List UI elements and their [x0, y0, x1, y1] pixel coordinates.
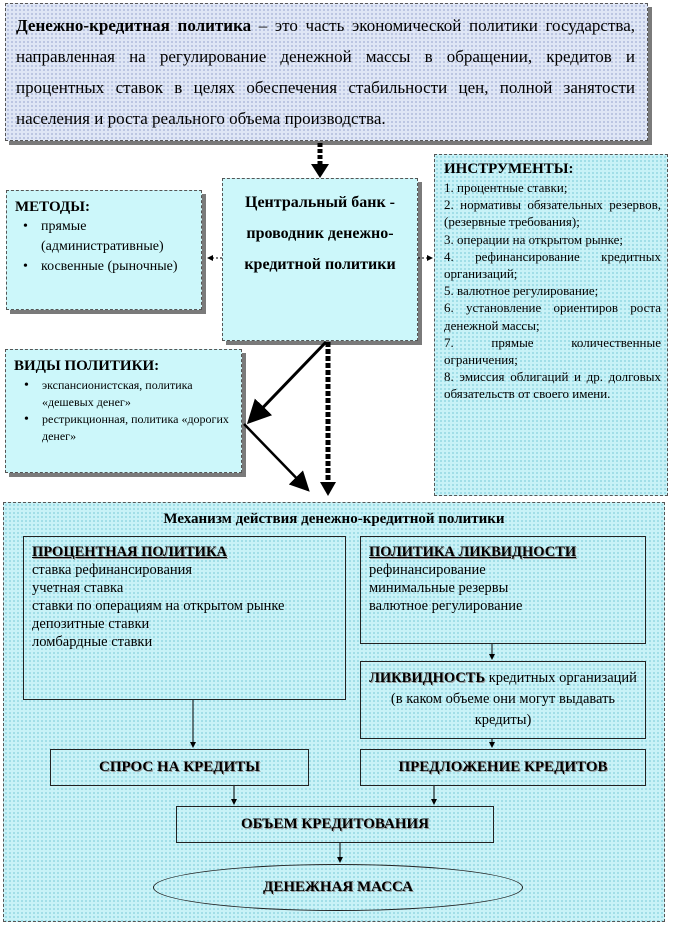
liquidity-policy-item: рефинансирование — [369, 562, 486, 578]
liquidity-policy-item: минимальные резервы — [369, 580, 509, 596]
interest-policy-item: ломбардные ставки — [32, 634, 153, 650]
instruments-item: 6. установление ориентиров роста денежной массы; — [444, 300, 661, 333]
instruments-item: 4. рефинансирование кредитных организаций; — [444, 248, 661, 282]
policy-types-item: • экспансионистская, политика «дешевых денег» — [42, 377, 233, 411]
central-bank-title: Центральный банк - проводник денежно-кредитной политики — [244, 194, 396, 273]
arrow-policy-types-to-mechanism — [244, 424, 308, 490]
policy-types-item: • рестрикционная, политика «дорогих денег» — [42, 411, 233, 445]
credit-demand-label: СПРОС НА КРЕДИТЫ — [98, 759, 261, 775]
arrowhead-definition-to-bank — [311, 164, 329, 178]
interest-policy-item: учетная ставка — [32, 580, 124, 596]
money-supply-label: ДЕНЕЖНАЯ МАССА — [263, 879, 413, 895]
arrow-bank-to-policy-types — [249, 342, 326, 422]
definition-body: – это часть экономической политики государства, направленная на регулирование денежной массы в обращении, кредитов и процентных ставок в целях обеспечения стабильности цен, полной занятости населения и роста реального объема производства. — [16, 16, 635, 128]
liquidity-policy-item: валютное регулирование — [369, 598, 523, 614]
instruments-item: 7. прямые количественные ограничения; — [444, 334, 661, 368]
instruments-item: 2. нормативы обязательных резервов, (резервные требования); — [444, 197, 661, 230]
methods-title: МЕТОДЫ: — [15, 199, 90, 215]
instruments-item: 1. процентные ставки; — [444, 180, 568, 195]
instruments-item: 5. валютное регулирование; — [444, 283, 599, 299]
arrowhead-bank-to-mechanism — [320, 482, 336, 496]
liquidity-title: ЛИКВИДНОСТЬ — [369, 670, 486, 686]
interest-policy-title: ПРОЦЕНТНАЯ ПОЛИТИКА — [32, 544, 227, 560]
interest-policy-item: депозитные ставки — [32, 616, 150, 632]
credit-volume-label: ОБЪЕМ КРЕДИТОВАНИЯ — [241, 816, 429, 832]
interest-policy-item: ставки по операциям на открытом рынке — [32, 598, 285, 614]
instruments-item: 3. операции на открытом рынке; — [444, 231, 623, 247]
mechanism-title: Механизм действия денежно-кредитной политики — [163, 511, 505, 527]
interest-policy-item: ставка рефинансирования — [32, 562, 193, 578]
liquidity-text: кредитных организаций (в каком объеме они могут выдавать кредиты) — [390, 670, 637, 728]
policy-types-title: ВИДЫ ПОЛИТИКИ: — [14, 358, 160, 374]
instruments-title: ИНСТРУМЕНТЫ: — [444, 161, 574, 177]
methods-item: • прямые (административные) — [41, 217, 193, 257]
instruments-item: 8. эмиссия облигаций и др. долговых обязательств от своего имени. — [444, 369, 661, 402]
methods-item: • косвенные (рыночные) — [41, 257, 193, 277]
credit-supply-label: ПРЕДЛОЖЕНИЕ КРЕДИТОВ — [398, 759, 608, 775]
liquidity-policy-title: ПОЛИТИКА ЛИКВИДНОСТИ — [369, 544, 577, 560]
definition-term: Денежно-кредитная политика — [16, 16, 252, 35]
